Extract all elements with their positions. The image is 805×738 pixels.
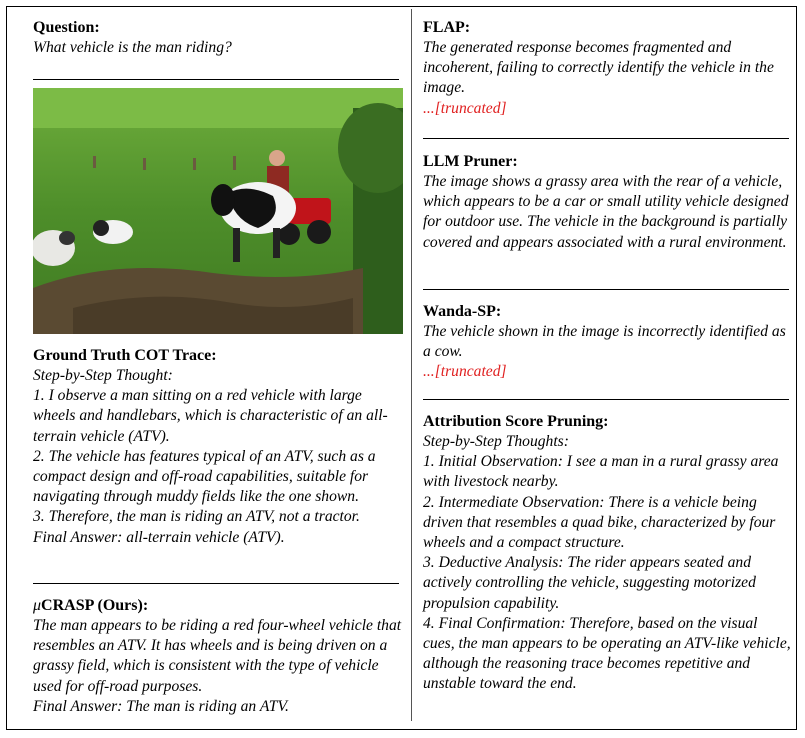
mucrasp-heading [33,596,405,616]
mucrasp-heading-label: CRASP (Ours): [41,597,149,614]
wanda-sp-text: The vehicle shown in the image is incorrectly identified as a cow. [423,323,786,361]
ground-truth-heading: Ground Truth COT Trace: [33,347,217,364]
divider [33,583,399,584]
llm-pruner-text: The image shows a grassy area with the rear of a vehicle, which appears to be a car or small utility vehicle designed for outdoor use. The vehicle in the background is partially covered and appears associated with a rural environment. [423,173,789,251]
divider [33,79,399,80]
wanda-sp-block [423,302,791,383]
flap-heading: FLAP: [423,19,471,36]
wanda-sp-truncated: ...[truncated] [423,363,507,381]
question-block [33,18,405,58]
attribution-text: Step-by-Step Thoughts: 1. Initial Observation: I see a man in a rural grassy area with livestock nearby. 2. Intermediate Observation: There is a vehicle being driven that resembles a quad bike, characterized by four wheels and a compact structure. 3. Deductive Analysis: The rider appears seated and actively controlling the vehicle, suggesting motorized propulsion capability. 4. Final Confirmation: Therefore, based on the visual cues, the man appears to be operating an ATV-like vehicle, although the reasoning trace becomes repetitive and unstable toward the end. [423,433,791,693]
wanda-sp-heading: Wanda-SP: [423,303,502,320]
ground-truth-block [33,346,405,548]
flap-truncated: ...[truncated] [423,99,507,117]
mucrasp-text: The man appears to be riding a red four-wheel vehicle that resembles an ATV. It has wheels and is being driven on a grassy field, which is consistent with the type of vehicle used for off-road purposes. Final Answer: The man is riding an ATV. [33,617,402,715]
mucrasp-block [33,596,405,717]
farm-photo-illustration [33,88,403,334]
divider [423,289,789,290]
question-text: What vehicle is the man riding? [33,39,232,56]
mu-symbol: μ [33,597,42,614]
figure-frame [6,6,797,730]
divider [423,138,789,139]
ground-truth-text: Step-by-Step Thought: 1. I observe a man sitting on a red vehicle with large wheels and handlebars, which is characteristic of an all-terrain vehicle (ATV). 2. The vehicle has features typical of an ATV, such as a compact design and off-road capabilities, suitable for navigating through muddy fields like the one shown. 3. Therefore, the man is riding an ATV, not a tractor. Final Answer: all-terrain vehicle (ATV). [33,367,388,546]
llm-pruner-block [423,152,791,253]
attribution-heading: Attribution Score Pruning: [423,413,609,430]
flap-text: The generated response becomes fragmented and incoherent, failing to correctly identify the vehicle in the image. [423,39,774,97]
attribution-block [423,412,791,695]
llm-pruner-heading: LLM Pruner: [423,153,518,170]
flap-block [423,18,791,119]
divider [423,399,789,400]
question-heading: Question: [33,19,100,36]
column-divider [411,9,412,721]
scene-photo [33,88,403,334]
